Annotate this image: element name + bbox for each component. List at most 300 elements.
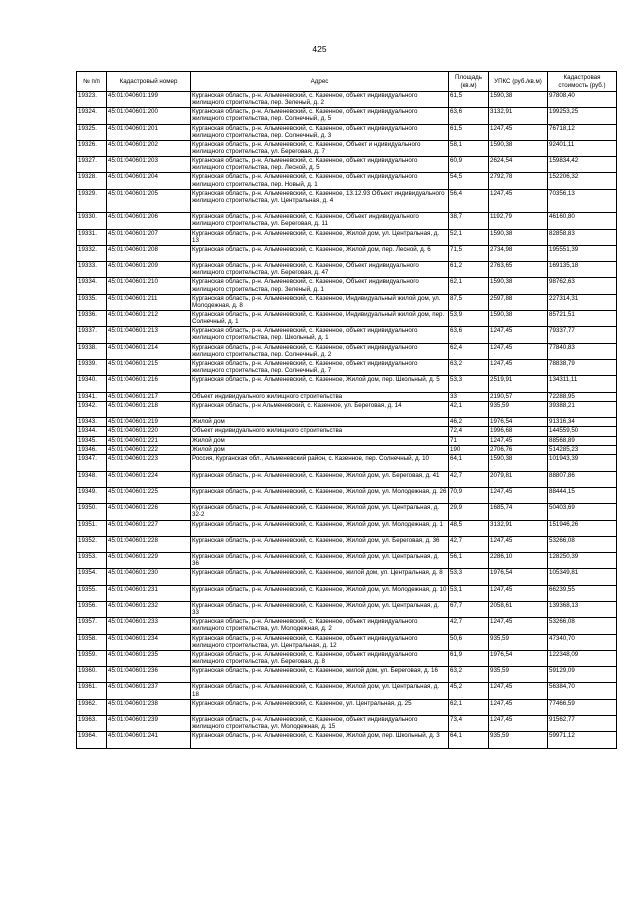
cell-upks: 1247,45 — [489, 436, 548, 445]
cell-cadastral-number: 45:01:040601:217 — [107, 392, 191, 401]
cell-cadastral-cost: 105349,81 — [548, 569, 617, 585]
cell-upks: 3132,91 — [489, 108, 548, 124]
column-header-number: № п/п — [77, 72, 107, 92]
cell-cadastral-number: 45:01:040601:204 — [107, 173, 191, 189]
cell-upks: 1976,54 — [489, 418, 548, 427]
cell-cadastral-number: 45:01:040601:233 — [107, 618, 191, 634]
table-row — [77, 427, 617, 436]
cell-area: 67,7 — [449, 602, 489, 618]
cell-upks: 1590,38 — [489, 92, 548, 108]
cell-upks: 2519,91 — [489, 376, 548, 392]
cell-upks: 1247,45 — [489, 618, 548, 634]
table-row — [77, 262, 617, 278]
cell-area: 62,1 — [449, 278, 489, 294]
cell-number: 19345. — [77, 436, 107, 445]
cell-number: 19362. — [77, 699, 107, 715]
cell-area: 58,1 — [449, 140, 489, 156]
cell-upks: 2734,98 — [489, 245, 548, 261]
page-number: 425 — [312, 44, 327, 54]
table-row — [77, 278, 617, 294]
cell-upks: 1247,45 — [489, 585, 548, 601]
cell-number: 19350. — [77, 504, 107, 520]
cell-area: 62,4 — [449, 343, 489, 359]
table-row — [77, 157, 617, 173]
cell-number: 19329. — [77, 189, 107, 213]
cell-cadastral-number: 45:01:040601:227 — [107, 520, 191, 536]
cell-address: Курганская область, р-н. Альменевский, с. Казенное, Жилой дом, ул. Береговая, д. 36 — [191, 536, 449, 552]
cell-cadastral-cost: 56384,70 — [548, 683, 617, 699]
cell-address: Курганская область, р-н. Альменевский, с. Казенное, объект индивидуального жилищного строительства, ул. Береговая, д. 8 — [191, 650, 449, 666]
cell-cadastral-cost: 88807,86 — [548, 471, 617, 487]
cell-number: 19348. — [77, 471, 107, 487]
cell-upks: 935,59 — [489, 634, 548, 650]
cell-number: 19339. — [77, 359, 107, 375]
cell-number: 19353. — [77, 553, 107, 569]
cell-cadastral-cost: 39388,21 — [548, 401, 617, 417]
cell-cadastral-number: 45:01:040601:210 — [107, 278, 191, 294]
cell-number: 19359. — [77, 650, 107, 666]
cell-upks: 1247,45 — [489, 343, 548, 359]
cell-area: 190 — [449, 446, 489, 455]
cell-area: 62,1 — [449, 699, 489, 715]
cell-address: Курганская область, р-н. Альменевский, с. Казенное, Индивидуальный жилой дом, ул. Молодежная, д. 8 — [191, 294, 449, 310]
cell-upks: 2597,88 — [489, 294, 548, 310]
cell-number: 19330. — [77, 213, 107, 229]
cell-cadastral-number: 45:01:040601:201 — [107, 124, 191, 140]
cell-area: 33 — [449, 392, 489, 401]
cell-address: Курганская область, р-н. Альменевский, с. Казенное, объект индивидуального жилищного строительства, пер. Солнечный, д. 7 — [191, 359, 449, 375]
cell-cadastral-cost: 91316,34 — [548, 418, 617, 427]
cell-area: 29,9 — [449, 504, 489, 520]
cell-area: 61,9 — [449, 650, 489, 666]
cell-address: Объект индивидуального жилищного строительства — [191, 392, 449, 401]
cell-address: Жилой дом — [191, 446, 449, 455]
cell-cadastral-number: 45:01:040601:223 — [107, 455, 191, 471]
cell-upks: 2190,57 — [489, 392, 548, 401]
cell-area: 87,5 — [449, 294, 489, 310]
cell-number: 19326. — [77, 140, 107, 156]
cell-cadastral-number: 45:01:040601:228 — [107, 536, 191, 552]
cell-address: Курганская область, р-н. Альменевский, с. Казенное, объект индивидуального жилищного строительства, пер. Зеленый, д. 2 — [191, 92, 449, 108]
table-row — [77, 520, 617, 536]
table-row — [77, 487, 617, 503]
cell-number: 19323. — [77, 92, 107, 108]
cell-cadastral-number: 45:01:040601:203 — [107, 157, 191, 173]
cell-address: Курганская область, р-н. Альменевский, с. Казенное, Жилой дом, пер. Школьный, д. 3 — [191, 732, 449, 748]
cell-upks: 1247,45 — [489, 699, 548, 715]
column-header-cadastral-cost: Кадастровая стоимость (руб.) — [548, 72, 617, 92]
table-row — [77, 124, 617, 140]
cell-address: Курганская область, р-н. Альменевский, с. Казенное, объект индивидуального жилищного строительства, пер. Солнечный, д. 5 — [191, 108, 449, 124]
cell-cadastral-cost: 88568,89 — [548, 436, 617, 445]
cell-address: Курганская область, р-н. Альменевский, с. Казенное, жилой дом, ул. Береговая, д. 16 — [191, 667, 449, 683]
cell-address: Курганская область, р-н. Альменевский, с. Казенное, объект индивидуального жилищного строительства, ул. Центральная, д. 12 — [191, 634, 449, 650]
table-row — [77, 618, 617, 634]
cell-upks: 1590,38 — [489, 140, 548, 156]
cell-cadastral-cost: 59971,12 — [548, 732, 617, 748]
cell-number: 19351. — [77, 520, 107, 536]
cell-cadastral-cost: 92401,11 — [548, 140, 617, 156]
table-row — [77, 455, 617, 471]
cell-number: 19358. — [77, 634, 107, 650]
cell-area: 64,1 — [449, 732, 489, 748]
cell-number: 19338. — [77, 343, 107, 359]
cell-upks: 935,59 — [489, 401, 548, 417]
table-row — [77, 602, 617, 618]
cell-number: 19347. — [77, 455, 107, 471]
cell-cadastral-number: 45:01:040601:200 — [107, 108, 191, 124]
cell-number: 19354. — [77, 569, 107, 585]
column-header-cadastral-number: Кадастровый номер — [107, 72, 191, 92]
cell-upks: 1590,38 — [489, 455, 548, 471]
cell-area: 63,2 — [449, 359, 489, 375]
cell-cadastral-number: 45:01:040601:216 — [107, 376, 191, 392]
cell-cadastral-cost: 97808,40 — [548, 92, 617, 108]
cell-area: 73,4 — [449, 716, 489, 732]
cell-upks: 1247,45 — [489, 327, 548, 343]
table-row — [77, 140, 617, 156]
cell-cadastral-number: 45:01:040601:238 — [107, 699, 191, 715]
cell-area: 48,5 — [449, 520, 489, 536]
cell-cadastral-number: 45:01:040601:232 — [107, 602, 191, 618]
cell-cadastral-cost: 79337,77 — [548, 327, 617, 343]
cell-cadastral-cost: 227314,31 — [548, 294, 617, 310]
cell-area: 60,9 — [449, 157, 489, 173]
cell-upks: 2058,61 — [489, 602, 548, 618]
cell-area: 50,6 — [449, 634, 489, 650]
cell-address: Курганская область, р-н. Альменевский, с. Казенное, объект индивидуального жилищного строительства, ул. Молодежная, д. 15 — [191, 716, 449, 732]
table-row — [77, 667, 617, 683]
cell-number: 19346. — [77, 446, 107, 455]
cell-address: Курганская область, р-н. Альменевский, с. Казенное, Жилой дом, пер. Школьный, д. 5 — [191, 376, 449, 392]
cell-cadastral-cost: 82858,83 — [548, 229, 617, 245]
cell-cadastral-cost: 76718,12 — [548, 124, 617, 140]
cell-cadastral-number: 45:01:040601:237 — [107, 683, 191, 699]
cell-number: 19349. — [77, 487, 107, 503]
cell-number: 19340. — [77, 376, 107, 392]
table-row — [77, 536, 617, 552]
cell-address: Курганская область, р-н. Альменевский, с. Казенное, Жилой дом, ул. Центральная, д. 36 — [191, 553, 449, 569]
cell-number: 19336. — [77, 311, 107, 327]
cell-cadastral-cost: 53266,08 — [548, 618, 617, 634]
cell-cadastral-cost: 199253,25 — [548, 108, 617, 124]
cell-address: Курганская область, р-н. Альменевский, с. Казенное, Жилой дом, ул. Молодежная, д. 10 — [191, 585, 449, 601]
cell-address: Курганская область, р-н. Альменевский, с. Казенное, Жилой дом, ул. Молодежная, д. 26 — [191, 487, 449, 503]
cell-cadastral-number: 45:01:040601:220 — [107, 427, 191, 436]
cell-number: 19342. — [77, 401, 107, 417]
cell-address: Курганская область, р-н. Альменевский, с. Казенное, Объект индивидуального жилищного строительства, пер. Зеленый, д. 1 — [191, 278, 449, 294]
cell-area: 53,9 — [449, 311, 489, 327]
cell-cadastral-number: 45:01:040601:226 — [107, 504, 191, 520]
cell-cadastral-number: 45:01:040601:206 — [107, 213, 191, 229]
cell-cadastral-number: 45:01:040601:236 — [107, 667, 191, 683]
table-row — [77, 401, 617, 417]
table-row — [77, 311, 617, 327]
cell-address: Курганская область, р-н. Альменевский, с. Казенное, жилой дом, ул. Центральная, д. 8 — [191, 569, 449, 585]
cell-upks: 1247,45 — [489, 124, 548, 140]
cell-address: Курганская область, р-н. Альменевский, с. Казенное, Жилой дом, ул. Центральная, д. 33 — [191, 602, 449, 618]
cell-cadastral-number: 45:01:040601:213 — [107, 327, 191, 343]
cell-cadastral-number: 45:01:040601:241 — [107, 732, 191, 748]
cell-cadastral-cost: 46160,80 — [548, 213, 617, 229]
cell-address: Курганская область, р-н. Альменевский, с. Казенное, Объект индивидуального жилищного строительства, ул. Береговая, д. 47 — [191, 262, 449, 278]
cell-number: 19335. — [77, 294, 107, 310]
cell-upks: 1247,45 — [489, 487, 548, 503]
table-header-row — [77, 72, 617, 92]
cell-number: 19334. — [77, 278, 107, 294]
table-row — [77, 716, 617, 732]
cell-cadastral-number: 45:01:040601:215 — [107, 359, 191, 375]
cell-address: Курганская область, р-н. Альменевский, с. Казенное, Жилой дом, ул. Береговая, д. 41 — [191, 471, 449, 487]
cell-address: Курганская область, р-н. Альменевский, с. Казенное, Жилой дом, ул. Центральная, д. 13 — [191, 229, 449, 245]
cell-area: 38,7 — [449, 213, 489, 229]
table-row — [77, 471, 617, 487]
cell-cadastral-cost: 169135,18 — [548, 262, 617, 278]
cell-number: 19333. — [77, 262, 107, 278]
cell-cadastral-cost: 514285,23 — [548, 446, 617, 455]
cell-cadastral-number: 45:01:040601:218 — [107, 401, 191, 417]
cell-area: 72,4 — [449, 427, 489, 436]
cell-cadastral-cost: 101943,39 — [548, 455, 617, 471]
cell-number: 19325. — [77, 124, 107, 140]
cell-cadastral-cost: 78838,79 — [548, 359, 617, 375]
cell-area: 56,4 — [449, 189, 489, 213]
cell-area: 71,5 — [449, 245, 489, 261]
cell-area: 63,6 — [449, 108, 489, 124]
cell-upks: 1996,68 — [489, 427, 548, 436]
cell-number: 19341. — [77, 392, 107, 401]
cell-cadastral-cost: 53266,08 — [548, 536, 617, 552]
cell-cadastral-number: 45:01:040601:239 — [107, 716, 191, 732]
cell-cadastral-cost: 134311,11 — [548, 376, 617, 392]
table-row — [77, 213, 617, 229]
table-row — [77, 108, 617, 124]
cell-cadastral-number: 45:01:040601:219 — [107, 418, 191, 427]
cell-cadastral-cost: 151946,26 — [548, 520, 617, 536]
cell-number: 19360. — [77, 667, 107, 683]
cell-area: 54,5 — [449, 173, 489, 189]
cell-cadastral-number: 45:01:040601:205 — [107, 189, 191, 213]
cell-area: 61,2 — [449, 262, 489, 278]
cell-cadastral-number: 45:01:040601:209 — [107, 262, 191, 278]
table-row — [77, 189, 617, 213]
cell-cadastral-number: 45:01:040601:225 — [107, 487, 191, 503]
cell-cadastral-number: 45:01:040601:212 — [107, 311, 191, 327]
cell-area: 42,1 — [449, 401, 489, 417]
table-row — [77, 569, 617, 585]
cell-number: 19331. — [77, 229, 107, 245]
cell-address: Курганская область, р-н. Альменевский, с. Казенное, Жилой дом, ул. Молодежная, д. 1 — [191, 520, 449, 536]
cell-number: 19327. — [77, 157, 107, 173]
cell-area: 56,1 — [449, 553, 489, 569]
cell-number: 19343. — [77, 418, 107, 427]
cell-cadastral-cost: 77840,83 — [548, 343, 617, 359]
cell-area: 63,6 — [449, 327, 489, 343]
cell-cadastral-cost: 144559,50 — [548, 427, 617, 436]
cell-address: Курганская область, р-н. Альменевский, с. Казенное, Жилой дом, ул. Центральная, д. 18 — [191, 683, 449, 699]
cell-upks: 2079,81 — [489, 471, 548, 487]
table-row — [77, 732, 617, 748]
cell-cadastral-cost: 128250,39 — [548, 553, 617, 569]
table-row — [77, 392, 617, 401]
cell-upks: 1685,74 — [489, 504, 548, 520]
table-row — [77, 446, 617, 455]
cell-address: Курганская область, р-н Альменевский, с. Казенное, ул. Береговая, д. 14 — [191, 401, 449, 417]
cell-cadastral-cost: 98762,63 — [548, 278, 617, 294]
cell-area: 71 — [449, 436, 489, 445]
cell-cadastral-cost: 47340,70 — [548, 634, 617, 650]
cell-area: 52,1 — [449, 229, 489, 245]
cell-area: 70,9 — [449, 487, 489, 503]
table-row — [77, 359, 617, 375]
cell-upks: 1247,45 — [489, 683, 548, 699]
cell-number: 19356. — [77, 602, 107, 618]
cell-cadastral-number: 45:01:040601:235 — [107, 650, 191, 666]
cell-cadastral-cost: 91562,77 — [548, 716, 617, 732]
cell-cadastral-cost: 122348,09 — [548, 650, 617, 666]
cell-address: Курганская область, р-н. Альменевский, с. Казенное, объект индивидуального жилищного строительства, пер. Лесной, д. 5 — [191, 157, 449, 173]
cell-cadastral-cost: 70356,13 — [548, 189, 617, 213]
cell-cadastral-cost: 50403,69 — [548, 504, 617, 520]
cell-area: 61,5 — [449, 92, 489, 108]
cell-address: Курганская область, р-н. Альменевский, с. Казенное, объект индивидуального жилищного строительства, ул. Молодежная, д. 2 — [191, 618, 449, 634]
table-row — [77, 650, 617, 666]
cell-upks: 1247,45 — [489, 536, 548, 552]
cell-area: 64,1 — [449, 455, 489, 471]
cell-cadastral-cost: 72288,95 — [548, 392, 617, 401]
cell-address: Курганская область, р-н. Альменевский, с. Казенное, объект индивидуального жилищного строительства, пер. Школьный, д. 1 — [191, 327, 449, 343]
cell-address: Жилой дом — [191, 418, 449, 427]
cell-area: 42,7 — [449, 471, 489, 487]
cell-area: 53,3 — [449, 569, 489, 585]
cell-number: 19357. — [77, 618, 107, 634]
column-header-area: Площадь (кв.м) — [449, 72, 489, 92]
cell-cadastral-cost: 77466,59 — [548, 699, 617, 715]
cell-cadastral-number: 45:01:040601:199 — [107, 92, 191, 108]
cell-cadastral-cost: 59129,09 — [548, 667, 617, 683]
table-row — [77, 699, 617, 715]
cell-upks: 1976,54 — [489, 650, 548, 666]
cell-address: Курганская область, р-н. Альменевский, с. Казенное, Жилой дом, пер. Лесной, д. 6 — [191, 245, 449, 261]
cell-area: 46,2 — [449, 418, 489, 427]
cell-address: Объект индивидуального жилищного строительства — [191, 427, 449, 436]
cell-address: Курганская область, р-н. Альменевский, с. Казенное, Жилой дом, ул. Центральная, д. 32-2 — [191, 504, 449, 520]
cell-cadastral-number: 45:01:040601:214 — [107, 343, 191, 359]
table-row — [77, 92, 617, 108]
cell-upks: 935,59 — [489, 667, 548, 683]
cell-area: 63,2 — [449, 667, 489, 683]
cell-address: Курганская область, р-н. Альменевский, с. Казенное, объект индивидуального жилищного строительства, пер. Новый, д. 1 — [191, 173, 449, 189]
cell-number: 19352. — [77, 536, 107, 552]
cell-upks: 3132,91 — [489, 520, 548, 536]
table-row — [77, 683, 617, 699]
cell-cadastral-number: 45:01:040601:202 — [107, 140, 191, 156]
cell-upks: 1247,45 — [489, 716, 548, 732]
cell-number: 19361. — [77, 683, 107, 699]
cell-upks: 1247,45 — [489, 359, 548, 375]
cell-area: 61,5 — [449, 124, 489, 140]
cell-cadastral-cost: 159834,42 — [548, 157, 617, 173]
cell-cadastral-number: 45:01:040601:224 — [107, 471, 191, 487]
cell-cadastral-number: 45:01:040601:222 — [107, 446, 191, 455]
cell-cadastral-number: 45:01:040601:230 — [107, 569, 191, 585]
cell-cadastral-cost: 139368,13 — [548, 602, 617, 618]
cell-cadastral-cost: 195551,39 — [548, 245, 617, 261]
cell-address: Курганская область, р-н. Альменевский, с. Казенное, объект индивидуального жилищного строительства, пер. Солнечный, д. 2 — [191, 343, 449, 359]
cell-address: Россия, Курганская обл., Альменевский район, с. Казенное, пер. Солнечный, д. 10 — [191, 455, 449, 471]
table-row — [77, 343, 617, 359]
cell-address: Курганская область, р-н. Альменевский, с. Казенное, ул. Центральная, д. 25 — [191, 699, 449, 715]
cell-number: 19337. — [77, 327, 107, 343]
cell-upks: 1590,38 — [489, 278, 548, 294]
cell-address: Курганская область, р-н. Альменевский, с. Казенное, 13.12.93 Объект индивидуального жилищного строительства, ул. Центральная, д. 4 — [191, 189, 449, 213]
cell-cadastral-number: 45:01:040601:231 — [107, 585, 191, 601]
cell-upks: 935,59 — [489, 732, 548, 748]
cell-number: 19355. — [77, 585, 107, 601]
cell-upks: 2706,76 — [489, 446, 548, 455]
cell-number: 19328. — [77, 173, 107, 189]
cell-number: 19364. — [77, 732, 107, 748]
cell-number: 19344. — [77, 427, 107, 436]
table-row — [77, 327, 617, 343]
table-row — [77, 553, 617, 569]
table-row — [77, 418, 617, 427]
cell-upks: 1590,38 — [489, 311, 548, 327]
cell-area: 45,2 — [449, 683, 489, 699]
cell-cadastral-number: 45:01:040601:221 — [107, 436, 191, 445]
cell-cadastral-number: 45:01:040601:234 — [107, 634, 191, 650]
cell-upks: 1192,79 — [489, 213, 548, 229]
cell-upks: 1590,38 — [489, 229, 548, 245]
cell-cadastral-cost: 66239,55 — [548, 585, 617, 601]
cell-address: Курганская область, р-н. Альменевский, с. Казенное, Объект индивидуального жилищного строительства, ул. Береговая, д. 11 — [191, 213, 449, 229]
cell-cadastral-number: 45:01:040601:229 — [107, 553, 191, 569]
column-header-address: Адрес — [191, 72, 449, 92]
cell-address: Жилой дом — [191, 436, 449, 445]
table-row — [77, 376, 617, 392]
cell-cadastral-cost: 152206,32 — [548, 173, 617, 189]
cell-area: 42,7 — [449, 536, 489, 552]
cell-cadastral-number: 45:01:040601:208 — [107, 245, 191, 261]
table-row — [77, 436, 617, 445]
cell-address: Курганская область, р-н. Альменевский, с. Казенное, Индивидуальный жилой дом, пер. Солнечный, д. 1 — [191, 311, 449, 327]
cell-number: 19332. — [77, 245, 107, 261]
cell-cadastral-number: 45:01:040601:211 — [107, 294, 191, 310]
table-row — [77, 294, 617, 310]
cell-cadastral-cost: 85721,51 — [548, 311, 617, 327]
column-header-upks: УПКС (руб./кв.м) — [489, 72, 548, 92]
cell-area: 53,1 — [449, 585, 489, 601]
table-row — [77, 504, 617, 520]
cell-upks: 2763,65 — [489, 262, 548, 278]
cell-area: 42,7 — [449, 618, 489, 634]
cell-upks: 2624,54 — [489, 157, 548, 173]
table-row — [77, 585, 617, 601]
table-row — [77, 173, 617, 189]
table-row — [77, 634, 617, 650]
cell-cadastral-number: 45:01:040601:207 — [107, 229, 191, 245]
cell-number: 19324. — [77, 108, 107, 124]
cell-address: Курганская область, р-н. Альменевский, с. Казенное, объект индивидуального жилищного строительства, пер. Солнечный, д. 3 — [191, 124, 449, 140]
table-row — [77, 229, 617, 245]
table-body — [77, 92, 617, 749]
cell-upks: 1976,54 — [489, 569, 548, 585]
cell-area: 53,3 — [449, 376, 489, 392]
cell-cadastral-cost: 88444,15 — [548, 487, 617, 503]
table-row — [77, 245, 617, 261]
cell-upks: 2286,10 — [489, 553, 548, 569]
cell-upks: 1247,45 — [489, 189, 548, 213]
